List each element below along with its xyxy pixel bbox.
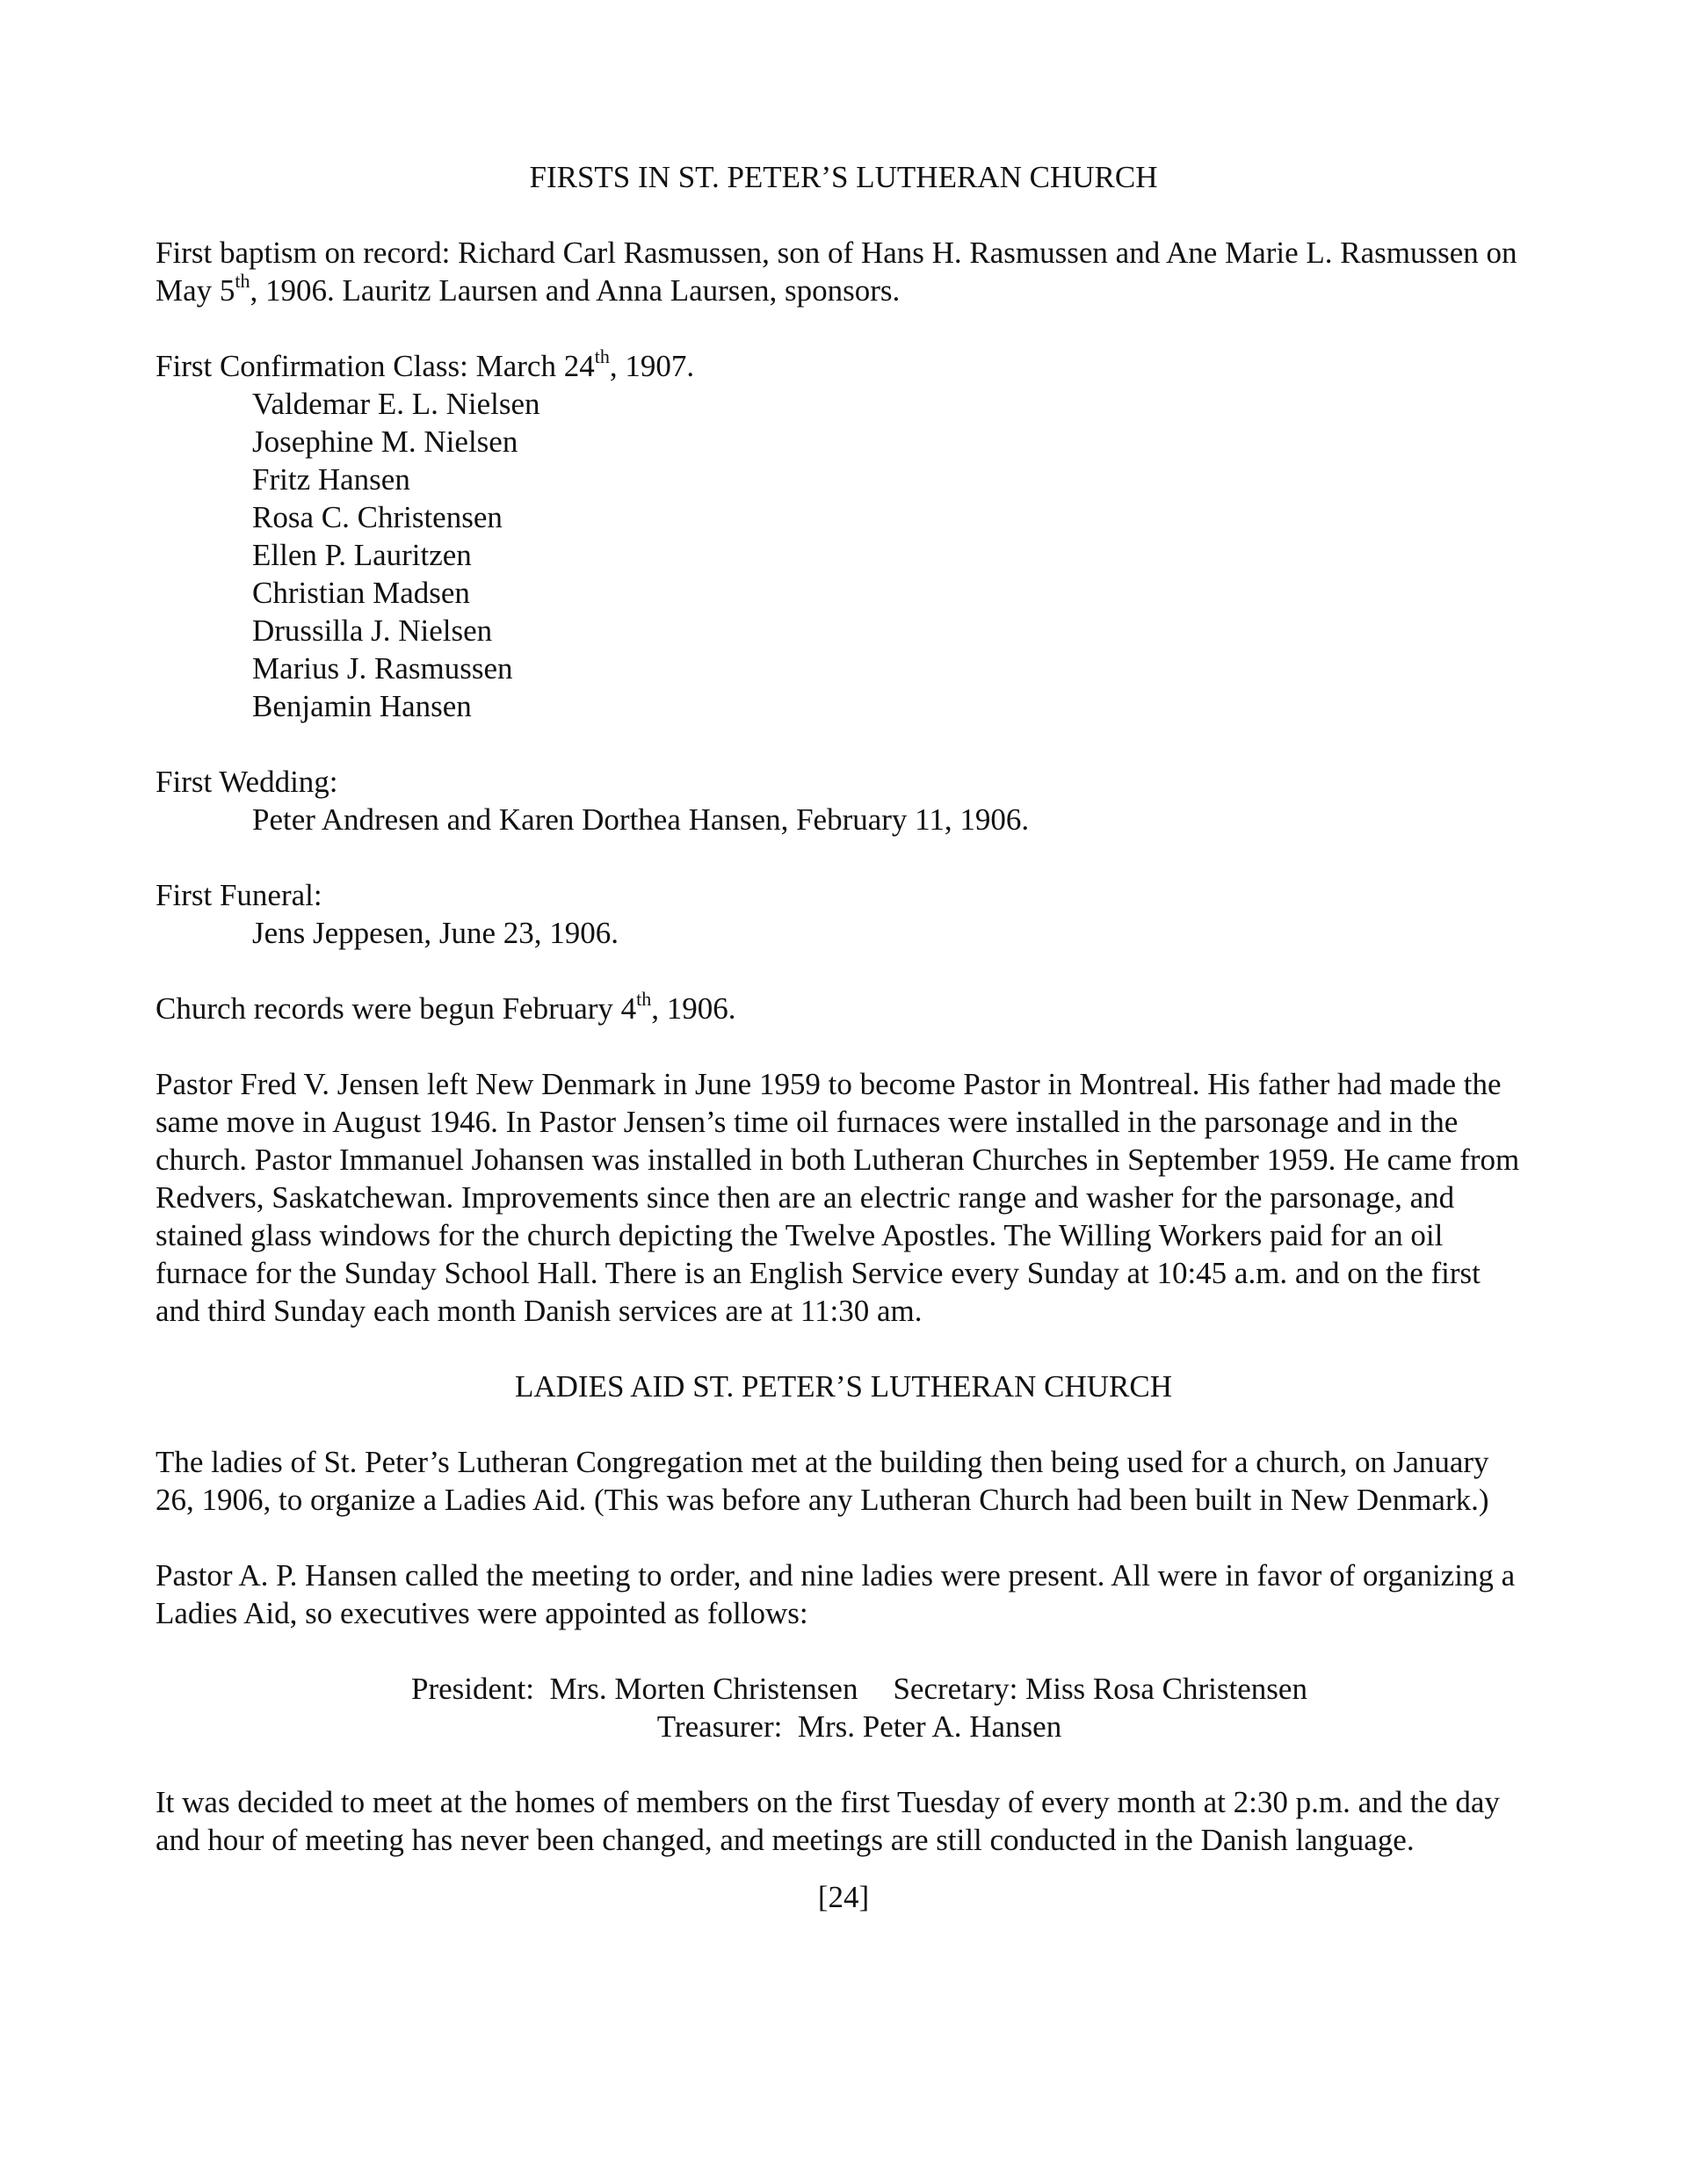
executives-line-1	[171, 1670, 1547, 1708]
confirmation-name: Fritz Hansen	[252, 462, 410, 497]
spacer	[156, 1405, 1531, 1443]
section-title-firsts: FIRSTS IN ST. PETER’S LUTHERAN CHURCH	[529, 160, 1158, 194]
baptism-superscript: th	[235, 270, 250, 293]
page-number: [24]	[817, 1880, 870, 1914]
spacer	[156, 1027, 1531, 1065]
executives-line-2	[171, 1708, 1547, 1745]
treasurer-name: Mrs. Peter A. Hansen	[797, 1709, 1062, 1744]
document-page	[156, 158, 1531, 1916]
confirmation-name: Christian Madsen	[252, 576, 470, 610]
baptism-text-part1: First baptism on record: Richard Carl Rasmussen, son of Hans H. Rasmussen and Ane Marie L. Rasmussen on May 5	[156, 236, 1517, 308]
president-label: President:	[411, 1672, 535, 1706]
baptism-text-part2: , 1906. Lauritz Laursen and Anna Laursen, sponsors.	[250, 273, 901, 308]
spacer	[156, 1519, 1531, 1556]
ladies-aid-paragraph-2: Pastor A. P. Hansen called the meeting to order, and nine ladies were present. All were in favor of organizing a Ladies Aid, so executives were appointed as follows:	[156, 1558, 1516, 1630]
pastor-paragraph: Pastor Fred V. Jensen left New Denmark in June 1959 to become Pastor in Montreal. His father had made the same move in August 1946. In Pastor Jensen’s time oil furnaces were installed in the parsonage and in the church. Pastor Immanuel Johansen was installed in both Lutheran Churches in September 1959. He came from Redvers, Saskatchewan. Improvements since then are an electric range and washer for the parsonage, and stained glass windows for the church depicting the Twelve Apostles. The Willing Workers paid for an oil furnace for the Sunday School Hall. There is an English Service every Sunday at 10:45 a.m. and on the first and third Sunday each month Danish services are at 11:30 am.	[156, 1067, 1520, 1328]
ladies-aid-paragraph-3: It was decided to meet at the homes of members on the first Tuesday of every month at 2:30 p.m. and the day and hour of meeting has never been changed, and meetings are still conducted in the Danish language.	[156, 1785, 1500, 1857]
president-name: Mrs. Morten Christensen	[549, 1672, 858, 1706]
records-text-part2: , 1906.	[651, 991, 736, 1026]
records-text-part1: Church records were begun February 4	[156, 991, 637, 1026]
first-funeral-label: First Funeral:	[156, 878, 322, 912]
confirmation-name: Marius J. Rasmussen	[252, 651, 513, 686]
secretary-label: Secretary:	[893, 1672, 1018, 1706]
confirmation-class-list	[156, 385, 1531, 725]
first-wedding-label: First Wedding:	[156, 765, 338, 799]
first-funeral-text: Jens Jeppesen, June 23, 1906.	[252, 916, 619, 950]
confirmation-name: Benjamin Hansen	[252, 689, 472, 723]
spacer	[156, 1745, 1531, 1783]
section-title-ladies-aid: LADIES AID ST. PETER’S LUTHERAN CHURCH	[515, 1369, 1172, 1404]
treasurer-label: Treasurer:	[656, 1709, 783, 1744]
confirmation-text-part1: First Confirmation Class: March 24	[156, 349, 595, 383]
confirmation-name: Drussilla J. Nielsen	[252, 613, 493, 648]
first-wedding-text: Peter Andresen and Karen Dorthea Hansen, February 11, 1906.	[252, 802, 1030, 837]
spacer	[156, 1330, 1531, 1368]
spacer	[156, 1632, 1531, 1670]
confirmation-name: Ellen P. Lauritzen	[252, 538, 472, 572]
records-superscript: th	[636, 988, 652, 1011]
confirmation-name: Rosa C. Christensen	[252, 500, 503, 534]
spacer	[156, 196, 1531, 234]
confirmation-name: Josephine M. Nielsen	[252, 424, 518, 459]
confirmation-text-part2: , 1907.	[609, 349, 695, 383]
spacer	[156, 309, 1531, 347]
spacer	[156, 838, 1531, 876]
first-confirmation-heading	[156, 347, 1531, 385]
church-records-paragraph	[156, 990, 1531, 1027]
spacer	[156, 725, 1531, 763]
first-baptism-paragraph	[156, 234, 1531, 309]
secretary-name: Miss Rosa Christensen	[1025, 1672, 1307, 1706]
spacer	[156, 952, 1531, 990]
executives-block	[156, 1670, 1531, 1745]
ladies-aid-paragraph-1: The ladies of St. Peter’s Lutheran Congregation met at the building then being used for a church, on January 26, 1906, to organize a Ladies Aid. (This was before any Lutheran Church had been built in New Denmark.)	[156, 1445, 1489, 1517]
confirmation-superscript: th	[594, 345, 610, 368]
confirmation-name: Valdemar E. L. Nielsen	[252, 387, 540, 421]
